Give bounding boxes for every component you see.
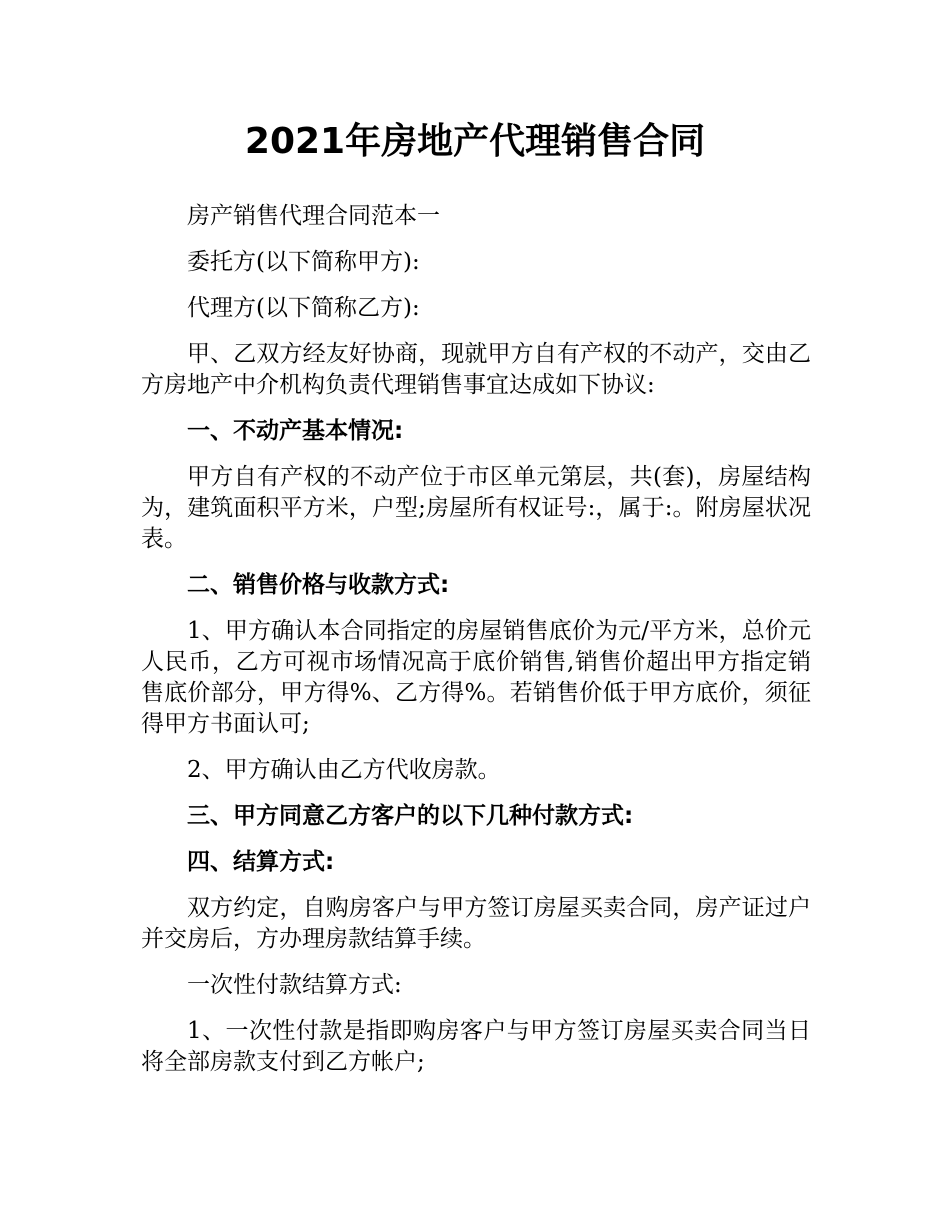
paragraph-property-details: 甲方自有产权的不动产位于市区单元第层，共(套)，房屋结构为，建筑面积平方米，户型;房屋所有权证号:，属于:。附房屋状况表。 [141, 464, 811, 552]
section-heading-settlement: 四、结算方式: [187, 849, 335, 875]
paragraph-lump-sum-clause-1: 1、一次性付款是指即购房客户与甲方签订房屋买卖合同当日将全部房款支付到乙方帐户; [141, 1018, 811, 1075]
section-heading-property: 一、不动产基本情况: [187, 418, 404, 444]
paragraph-price-clause-2: 2、甲方确认由乙方代收房款。 [187, 757, 501, 783]
paragraph-principal: 委托方(以下简称甲方): [187, 249, 420, 275]
document-body [141, 201, 811, 1093]
paragraph-settlement-terms: 双方约定，自购房客户与甲方签订房屋买卖合同，房产证过户并交房后，方办理房款结算手续。 [141, 895, 811, 952]
paragraph-agent: 代理方(以下简称乙方): [187, 295, 420, 321]
paragraph-price-clause-1: 1、甲方确认本合同指定的房屋销售底价为元/平方米，总价元人民币，乙方可视市场情况高于底价销售,销售价超出甲方指定销售底价部分，甲方得%、乙方得%。若销售价低于甲方底价，须征得甲方书面认可; [141, 618, 811, 737]
section-heading-price: 二、销售价格与收款方式: [187, 572, 450, 598]
section-heading-payment-methods: 三、甲方同意乙方客户的以下几种付款方式: [187, 803, 634, 829]
document-title: 2021年房地产代理销售合同 [244, 121, 706, 162]
paragraph-agreement-intro: 甲、乙双方经友好协商，现就甲方自有产权的不动产，交由乙方房地产中介机构负责代理销售事宜达成如下协议: [141, 341, 811, 398]
paragraph-sample-heading: 房产销售代理合同范本一 [187, 203, 440, 229]
paragraph-lump-sum-heading: 一次性付款结算方式: [187, 972, 402, 998]
